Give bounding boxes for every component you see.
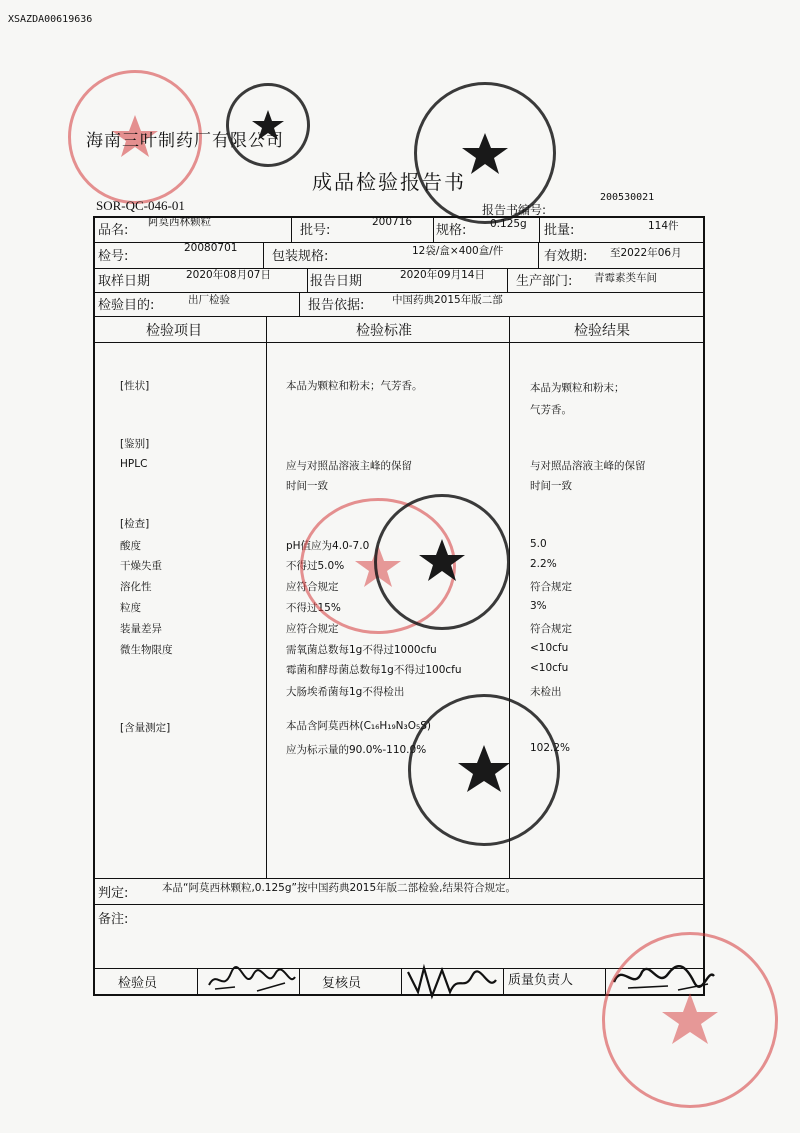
- qa-head-label: 质量负责人: [508, 973, 574, 988]
- packaging-value: 12袋/盒×400盒/件: [412, 245, 504, 257]
- character-standard: 本品为颗粒和粉末；气芳香。: [286, 380, 423, 392]
- header-result: 检验结果: [574, 323, 630, 339]
- section-identification: [鉴别]: [120, 438, 150, 450]
- expiry-label: 有效期:: [544, 249, 588, 264]
- check-standard: 需氧菌总数每1g不得过1000cfu: [286, 644, 437, 656]
- inspection-no-label: 检号:: [98, 249, 129, 264]
- report-number-label: 报告书编号:: [482, 203, 547, 217]
- check-result: 未检出: [530, 686, 562, 698]
- check-item: 微生物限度: [120, 644, 173, 656]
- company-name: 海南三叶制药厂有限公司: [86, 131, 284, 151]
- purpose-label: 检验目的:: [98, 298, 155, 313]
- hplc-result: 与对照品溶液主峰的保留: [530, 460, 646, 472]
- document-title: 成品检验报告书: [312, 170, 466, 194]
- assay-result: 102.2%: [530, 742, 571, 754]
- packaging-label: 包装规格:: [272, 249, 329, 264]
- section-inspection: [检查]: [120, 518, 150, 530]
- check-item: 粒度: [120, 602, 141, 614]
- reviewer-signature: [404, 962, 500, 1002]
- production-dept-value: 青霉素类车间: [594, 272, 657, 284]
- section-character: [性状]: [120, 380, 150, 392]
- header-item: 检验项目: [146, 323, 202, 339]
- hplc-result-line2: 时间一致: [530, 480, 572, 492]
- report-date-label: 报告日期: [310, 274, 363, 289]
- check-result: 符合规定: [530, 581, 572, 593]
- report-number-value: 200530021: [600, 192, 655, 203]
- hplc-standard: 应与对照品溶液主峰的保留: [286, 460, 412, 472]
- form-code: SOR-QC-046-01: [96, 198, 185, 213]
- scan-id: XSAZDA00619636: [8, 14, 93, 25]
- check-result: <10cfu: [530, 642, 569, 654]
- conclusion-text: 本品“阿莫西林颗粒,0.125g”按中国药典2015年版二部检验,结果符合规定。: [162, 882, 516, 894]
- assay-standard-line2: 应为标示量的90.0%-110.0%: [286, 744, 427, 756]
- spec-label: 规格:: [436, 223, 467, 238]
- inspector-label: 检验员: [118, 976, 158, 991]
- check-standard: 不得过15%: [286, 602, 341, 614]
- distributor-stamp-upper: [374, 494, 510, 630]
- hplc-standard-line2: 时间一致: [286, 480, 328, 492]
- check-standard: 大肠埃希菌每1g不得检出: [286, 686, 405, 698]
- quantity-label: 批量:: [544, 223, 575, 238]
- check-result: 3%: [530, 600, 547, 612]
- hplc-item: HPLC: [120, 458, 148, 470]
- remarks-label: 备注:: [98, 912, 129, 927]
- assay-standard: 本品含阿莫西林(C₁₆H₁₉N₃O₅S): [286, 720, 431, 732]
- red-stamp-bottom: [602, 932, 778, 1108]
- company-qc-stamp: [226, 83, 310, 167]
- reviewer-label: 复核员: [322, 976, 362, 991]
- quantity-value: 114件: [648, 220, 679, 232]
- product-name-label: 品名:: [98, 223, 129, 238]
- character-result: 本品为颗粒和粉末；: [530, 382, 625, 394]
- basis-value: 中国药典2015年版二部: [392, 294, 503, 306]
- check-standard: 应符合规定: [286, 623, 339, 635]
- inspector-signature: [205, 965, 297, 995]
- conclusion-label: 判定:: [98, 886, 129, 901]
- batch-no-label: 批号:: [300, 223, 331, 238]
- report-date-value: 2020年09月14日: [400, 269, 485, 281]
- character-result-line2: 气芳香。: [530, 404, 572, 416]
- expiry-value: 至2022年06月: [610, 247, 682, 259]
- check-result: 5.0: [530, 538, 547, 550]
- check-result: 2.2%: [530, 558, 557, 570]
- header-standard: 检验标准: [356, 323, 412, 339]
- section-assay: [含量测定]: [120, 722, 171, 734]
- spec-value: 0.125g: [490, 218, 527, 230]
- check-standard: 霉菌和酵母菌总数每1g不得过100cfu: [286, 664, 462, 676]
- check-item: 溶化性: [120, 581, 152, 593]
- sampling-date-value: 2020年08月07日: [186, 269, 271, 281]
- inspection-no-value: 20080701: [184, 242, 238, 254]
- distributor-stamp-lower: [408, 694, 560, 846]
- check-result: <10cfu: [530, 662, 569, 674]
- check-standard: pH值应为4.0-7.0: [286, 540, 370, 552]
- check-result: 符合规定: [530, 623, 572, 635]
- batch-no-value: 200716: [372, 216, 413, 228]
- check-item: 装量差异: [120, 623, 162, 635]
- purpose-value: 出厂检验: [188, 294, 230, 306]
- production-dept-label: 生产部门:: [516, 274, 573, 289]
- check-standard: 应符合规定: [286, 581, 339, 593]
- check-item: 酸度: [120, 540, 141, 552]
- sampling-date-label: 取样日期: [98, 274, 151, 289]
- product-name-value: 阿莫西林颗粒: [148, 216, 211, 228]
- check-item: 干燥失重: [120, 560, 162, 572]
- check-standard: 不得过5.0%: [286, 560, 345, 572]
- basis-label: 报告依据:: [308, 298, 365, 313]
